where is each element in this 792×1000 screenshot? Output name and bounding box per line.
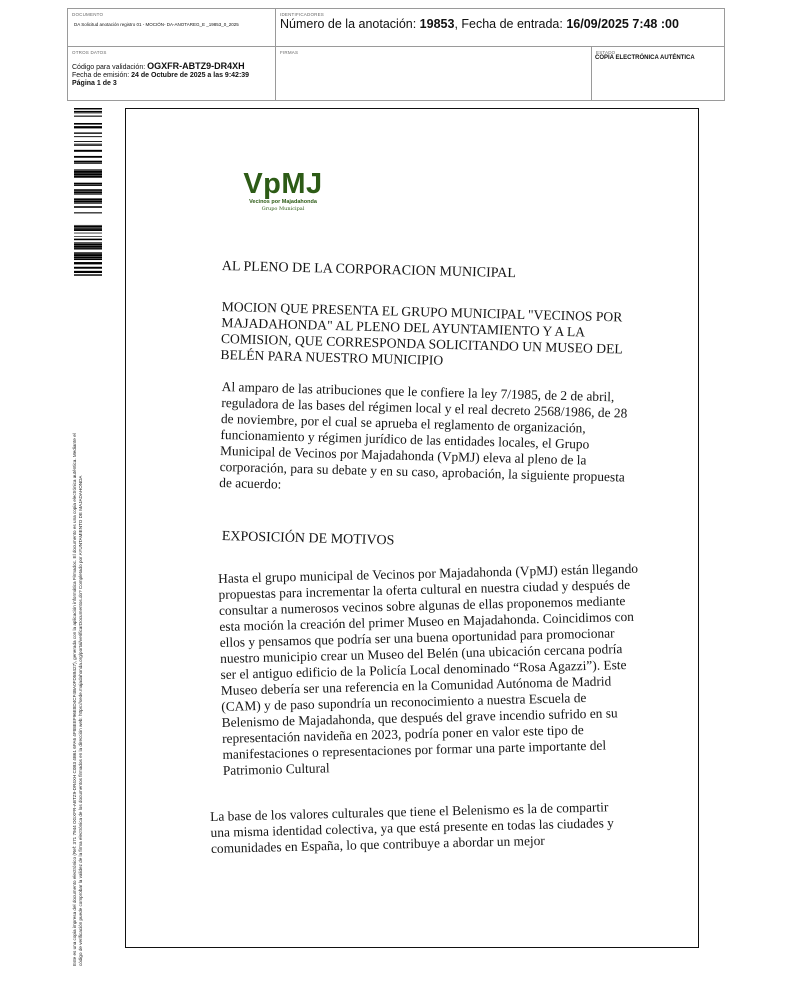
codigo-value: OGXFR-ABTZ9-DR4XH [147,61,245,71]
identificadores-cell [276,9,724,47]
document-header [67,8,725,101]
doc-paragraph-3: La base de los valores culturales que tiene el Belenismo es la de compartir una misma identidad colectiva, ya que está presente en todas las ciudades y comunidades en España, lo que contribuye a abordar un mejor [210,799,615,856]
emision-value: 24 de Octubre de 2025 a las 9:42:39 [131,72,250,79]
logo-main: VpMJ [243,168,323,200]
fecha-value: 16/09/2025 7:48 :00 [566,17,679,31]
emision-prefix: Fecha de emisión: [72,72,132,79]
doc-section-heading: EXPOSICIÓN DE MOTIVOS [221,529,395,549]
firmas-label: FIRMAS [280,50,299,55]
documento-label: DOCUMENTO [72,12,104,17]
otros-datos-cell [68,47,276,101]
logo-sub: Vecinos por Majadahonda [249,199,317,205]
side-text-line-2: código de verificación puede comprobar la validez de la firma electrónica de los documentos firmados en la dirección web: https://sede.majadahonda.org/portal/verificarDocumentos.do? Completado por AYUNTAMIENTO DE MAJADAHONDA [78,475,83,966]
validation-side-text [72,286,84,966]
pagina-info [72,80,272,88]
pagina-value: Página 1 de 3 [72,80,117,87]
codigo-prefix: Código para validación: [72,64,148,71]
estado-label: ESTADO [596,50,616,55]
doc-heading: AL PLENO DE LA CORPORACION MUNICIPAL [221,259,517,282]
barcode [74,108,102,279]
firmas-cell [276,47,592,101]
doc-paragraph-2: Hasta el grupo municipal de Vecinos por Majadahonda (VpMJ) están llegando propuestas para incrementar la oferta cultural en nuestra ciudad y después de consultar a numerosos vecinos sobre algunas de ellas proponemos mediante esta moción la creación del primer Museo en Majadahonda. Coincidimos con ellos y pensamos que podría ser una buena oportunidad para promocionar nuestro municipio crear un Museo del Belén (una ubicación cercana podría ser el antiguo edificio de la Policía Local denominado “Rosa Agazzi”). Este Museo debería ser una referencia en la Comunidad Autónoma de Madrid (CAM) y de paso supondría un reconocimiento a nuestra Escuela de Belenismo de Majadahonda, que después del grave incendio sufrido en su representación navideña en 2023, podría poner en valor este tipo de manifestaciones o representaciones por formar una parte importante del Patrimonio Cultural [218,560,639,778]
doc-title: MOCION QUE PRESENTA EL GRUPO MUNICIPAL "VECINOS POR MAJADAHONDA" AL PLENO DEL AYUNTAMIENTO Y A LA COMISION, QUE CORRESPONDA SOLICITANDO UN MUSEO DEL BELÉN PARA NUESTRO MUNICIPIO [220,299,623,368]
otros-datos [72,62,272,88]
anotacion-prefix: Número de la anotación: [280,17,420,31]
doc-paragraph-1: Al amparo de las atribuciones que le confiere la ley 7/1985, de 2 de abril, reguladora de las bases del régimen local y el real decreto 2568/1986, de 28 de noviembre, por el cual se aprueba el reglamento de organización, funcionamiento y régimen jurídico de las entidades locales, el Grupo Municipal de Vecinos por Majadahonda (VpMJ) eleva al pleno de la corporación, para su debate y en su caso, aprobación, la siguiente propuesta de acuerdo: [219,379,628,492]
side-text-line-1: Este es una copia impresa del documento electrónico (Ref: 371 7944 OGXFR-ABTZ9-DR4XH C0B3 4B61 6FA6 4F88EEF96E8D4CF4BA0FD5B427), generada con la aplicación informática Firmadoc. El documento es una copia electrónica auténtica. Mediante el [72,433,77,966]
anotacion-number: 19853 [419,17,455,31]
scanned-page [125,108,699,948]
anotacion-info [280,17,720,32]
fecha-prefix: , Fecha de entrada: [454,17,567,31]
logo-sub2: Grupo Municipal [261,206,305,212]
estado-cell [592,47,724,101]
vpmj-logo [238,169,328,213]
documento-cell [68,9,276,47]
estado-value: COPIA ELECTRÓNICA AUTÉNTICA [595,55,695,61]
documento-text: DA Solicitud anotación registro 01 - MOCIÓN- DA-ANOTAREG_E _19853_0_2025 [74,22,239,27]
fecha-emision [72,72,272,80]
otros-label: OTROS DATOS [72,50,107,55]
codigo-validacion [72,62,272,72]
identificadores-label: IDENTIFICADORES [280,12,325,17]
